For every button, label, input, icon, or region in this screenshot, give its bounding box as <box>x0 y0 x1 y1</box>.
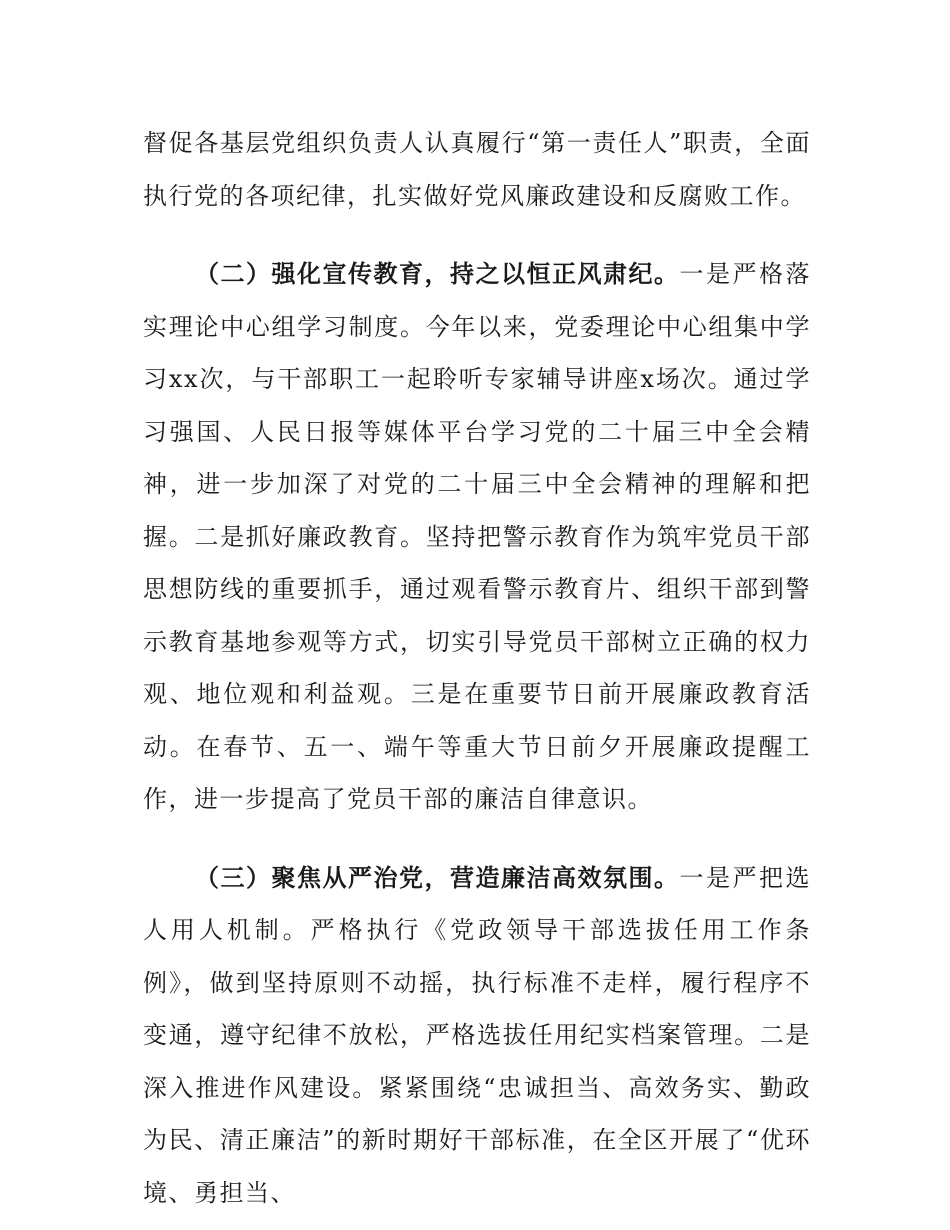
paragraph-section-3 <box>143 852 811 1220</box>
document-page <box>143 117 811 1219</box>
paragraph-body: 一是严格落实理论中心组学习制度。今年以来，党委理论中心组集中学习xx次，与干部职工一起聆听专家辅导讲座x场次。通过学习强国、人民日报等媒体平台学习党的二十届三中全会精神，进一步加深了对党的二十届三中全会精神的理解和把握。二是抓好廉政教育。坚持把警示教育作为筑牢党员干部思想防线的重要抓手，通过观看警示教育片、组织干部到警示教育基地参观等方式，切实引导党员干部树立正确的权力观、地位观和利益观。三是在重要节日前开展廉政教育活动。在春节、五一、端午等重大节日前夕开展廉政提醒工作，进一步提高了党员干部的廉洁自律意识。 <box>143 260 811 813</box>
paragraph-continuation <box>143 117 811 222</box>
section-heading: （二）强化宣传教育，持之以恒正风肃纪。 <box>195 260 680 288</box>
paragraph-section-2 <box>143 248 811 826</box>
paragraph-body: 督促各基层党组织负责人认真履行“第一责任人”职责，全面执行党的各项纪律，扎实做好党风廉政建设和反腐败工作。 <box>143 129 811 210</box>
section-heading: （三）聚焦从严治党，营造廉洁高效氛围。 <box>195 863 680 892</box>
paragraph-body: 一是严把选人用人机制。严格执行《党政领导干部选拔任用工作条例》，做到坚持原则不动摇，执行标准不走样，履行程序不变通，遵守纪律不放松，严格选拔任用纪实档案管理。二是深入推进作风建设。紧紧围绕“忠诚担当、高效务实、勤政为民、清正廉洁”的新时期好干部标准，在全区开展了“优环境、勇担当、 <box>143 863 811 1207</box>
